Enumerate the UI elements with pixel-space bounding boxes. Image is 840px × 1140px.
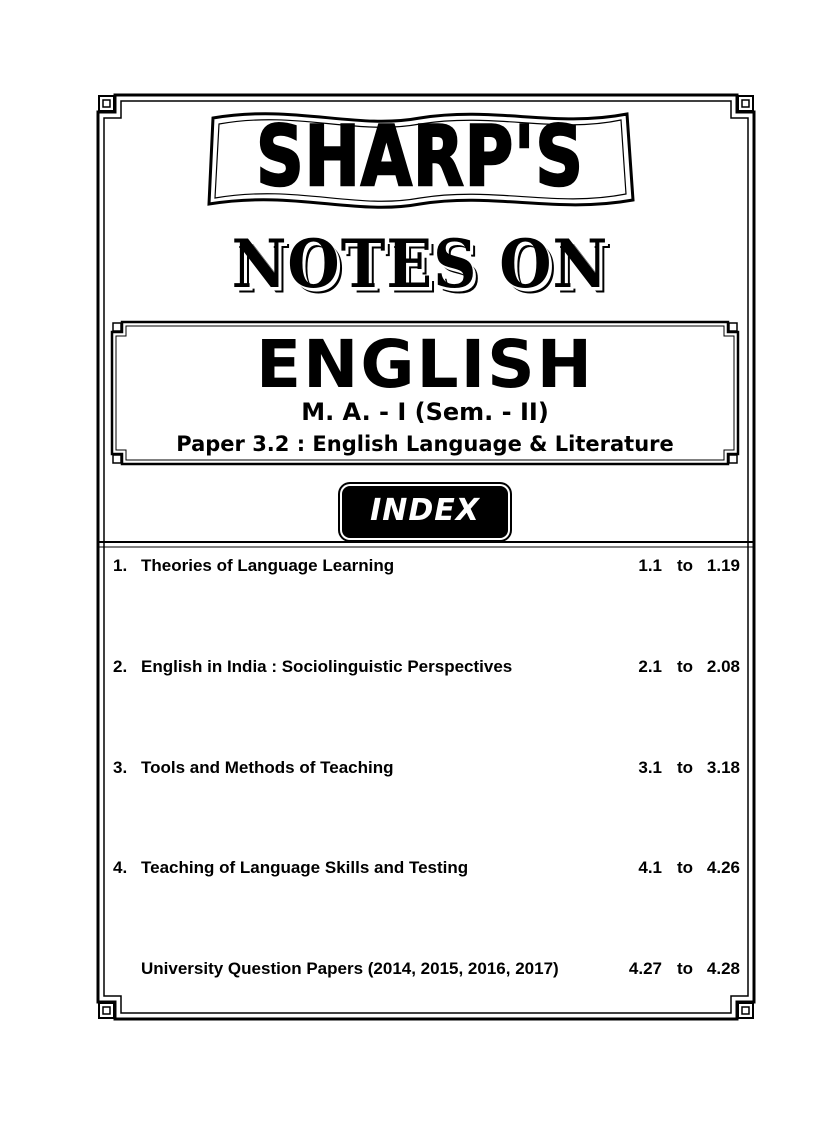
index-row [113,655,740,679]
index-row [113,957,740,981]
row-to-word: to [676,858,693,877]
subject-title: ENGLISH [256,326,594,403]
index-row [113,554,740,578]
row-page-from: 3.1 [638,758,662,777]
row-number: 4. [113,858,128,877]
row-page-to: 4.28 [706,959,740,978]
row-number: 1. [113,556,128,575]
row-to-word: to [676,657,693,676]
row-title: University Question Papers (2014, 2015, 2016, 2017) [141,959,559,978]
index-badge [342,486,508,538]
row-title: English in India : Sociolinguistic Perspectives [141,657,513,676]
row-page-from: 4.1 [638,858,662,877]
index-row [113,856,740,880]
paper-label: Paper 3.2 : English Language & Literature [176,432,674,456]
row-to-word: to [676,556,693,575]
row-to-word: to [676,959,693,978]
row-title: Teaching of Language Skills and Testing [141,858,469,877]
index-row [113,756,740,780]
row-number: 2. [113,657,128,676]
brand-name: SHARP'S [256,108,584,205]
row-number: 3. [113,758,128,777]
row-to-word: to [676,758,693,777]
series-title: NOTES ON [231,226,609,304]
subject-box [110,320,740,466]
row-page-from: 1.1 [638,556,662,575]
row-page-to: 1.19 [706,556,740,575]
row-page-from: 4.27 [628,959,662,978]
row-title: Tools and Methods of Teaching [141,758,394,777]
row-page-from: 2.1 [638,657,662,676]
brand-banner [205,108,635,213]
row-page-to: 3.18 [706,758,740,777]
row-title: Theories of Language Learning [141,556,395,575]
row-page-to: 2.08 [706,657,740,676]
index-label: INDEX [370,493,480,528]
course-label: M. A. - I (Sem. - II) [301,398,549,426]
row-page-to: 4.26 [706,858,740,877]
